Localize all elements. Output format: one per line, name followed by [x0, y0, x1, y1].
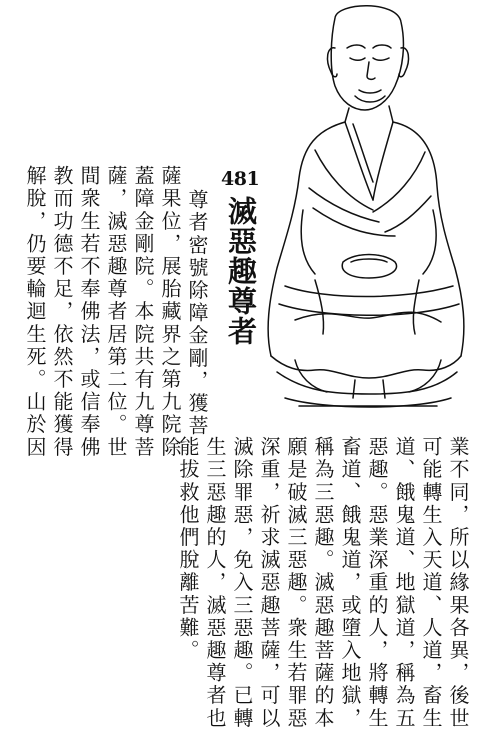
entry-title: 滅惡趣尊者	[224, 196, 258, 346]
body-column: 道、餓鬼道、地獄道，稱為五	[392, 436, 416, 730]
body-column: 薩果位，展胎藏界之第九院除	[158, 165, 182, 459]
body-column: 尊者密號除障金剛，獲菩	[185, 189, 209, 438]
body-column: 生三惡趣的人，滅惡趣尊者也	[203, 436, 227, 730]
body-column: 能拔救他們脫離苦難。	[176, 436, 200, 662]
entry-number: 481	[221, 168, 260, 190]
body-column: 業不同，所以緣果各異，後世	[446, 436, 470, 730]
body-column: 可能轉生入天道、人道，畜生	[419, 436, 443, 730]
body-column: 滅除罪惡，免入三惡趣。已轉	[230, 436, 254, 730]
body-column: 薩，滅惡趣尊者居第二位。世	[104, 165, 128, 459]
body-column: 解脫，仍要輪迴生死。山於因	[23, 165, 47, 459]
seated-arhat-illustration	[255, 0, 475, 420]
body-column: 蓋障金剛院。本院共有九尊菩	[131, 165, 155, 459]
body-column: 畜道、餓鬼道，或墮入地獄，	[338, 436, 362, 730]
body-column: 稱為三惡趣。滅惡趣菩薩的本	[311, 436, 335, 730]
body-column: 惡趣。惡業深重的人，將轉生	[365, 436, 389, 730]
body-column: 深重，祈求滅惡趣菩薩，可以	[257, 436, 281, 730]
body-column: 願是破滅三惡趣。衆生若罪惡	[284, 436, 308, 730]
body-column: 間衆生若不奉佛法，或信奉佛	[77, 165, 101, 459]
body-column: 教而功德不足，依然不能獲得	[50, 165, 74, 459]
